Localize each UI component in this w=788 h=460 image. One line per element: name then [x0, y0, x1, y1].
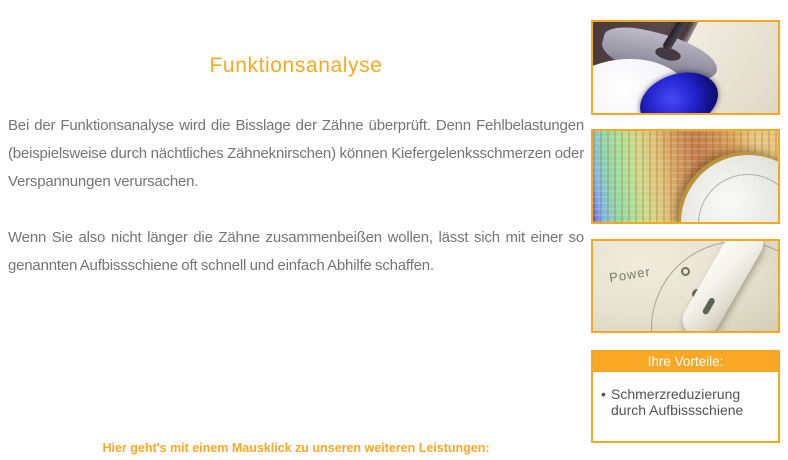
- body-paragraph-1: Bei der Funktionsanalyse wird die Bisslage der Zähne überprüft. Denn Fehlbelastungen (beispielsweise durch nächtliches Zähneknirschen) können Kiefergelenksschmerzen oder Verspannungen verursachen.: [8, 117, 584, 190]
- benefit-item-label: Schmerzreduzierung durch Aufbissschiene: [611, 386, 744, 418]
- power-label: Power: [608, 263, 652, 286]
- benefits-body: [593, 372, 778, 418]
- bullet-icon: •: [601, 386, 606, 402]
- dental-treatment-unit-photo: [591, 20, 780, 115]
- indicator-ring-icon: [681, 267, 690, 276]
- power-knob-photo: [591, 239, 780, 333]
- body-copy: [8, 112, 584, 308]
- more-services-link[interactable]: Hier geht's mit einem Mausklick zu unseren weiteren Leistungen:: [102, 441, 490, 455]
- body-paragraph-2: Wenn Sie also nicht länger die Zähne zusammenbeißen wollen, lässt sich mit einer so genannten Aufbissschiene oft schnell und einfach Abhilfe schaffen.: [8, 229, 584, 274]
- iridescent-shade-guide-photo: [591, 129, 780, 224]
- knob-slot-shape: [702, 297, 716, 316]
- benefits-box: [591, 350, 780, 443]
- page-title: Funktionsanalyse: [209, 54, 383, 77]
- benefits-header: Ihre Vorteile:: [593, 352, 778, 372]
- list-item: [601, 386, 772, 418]
